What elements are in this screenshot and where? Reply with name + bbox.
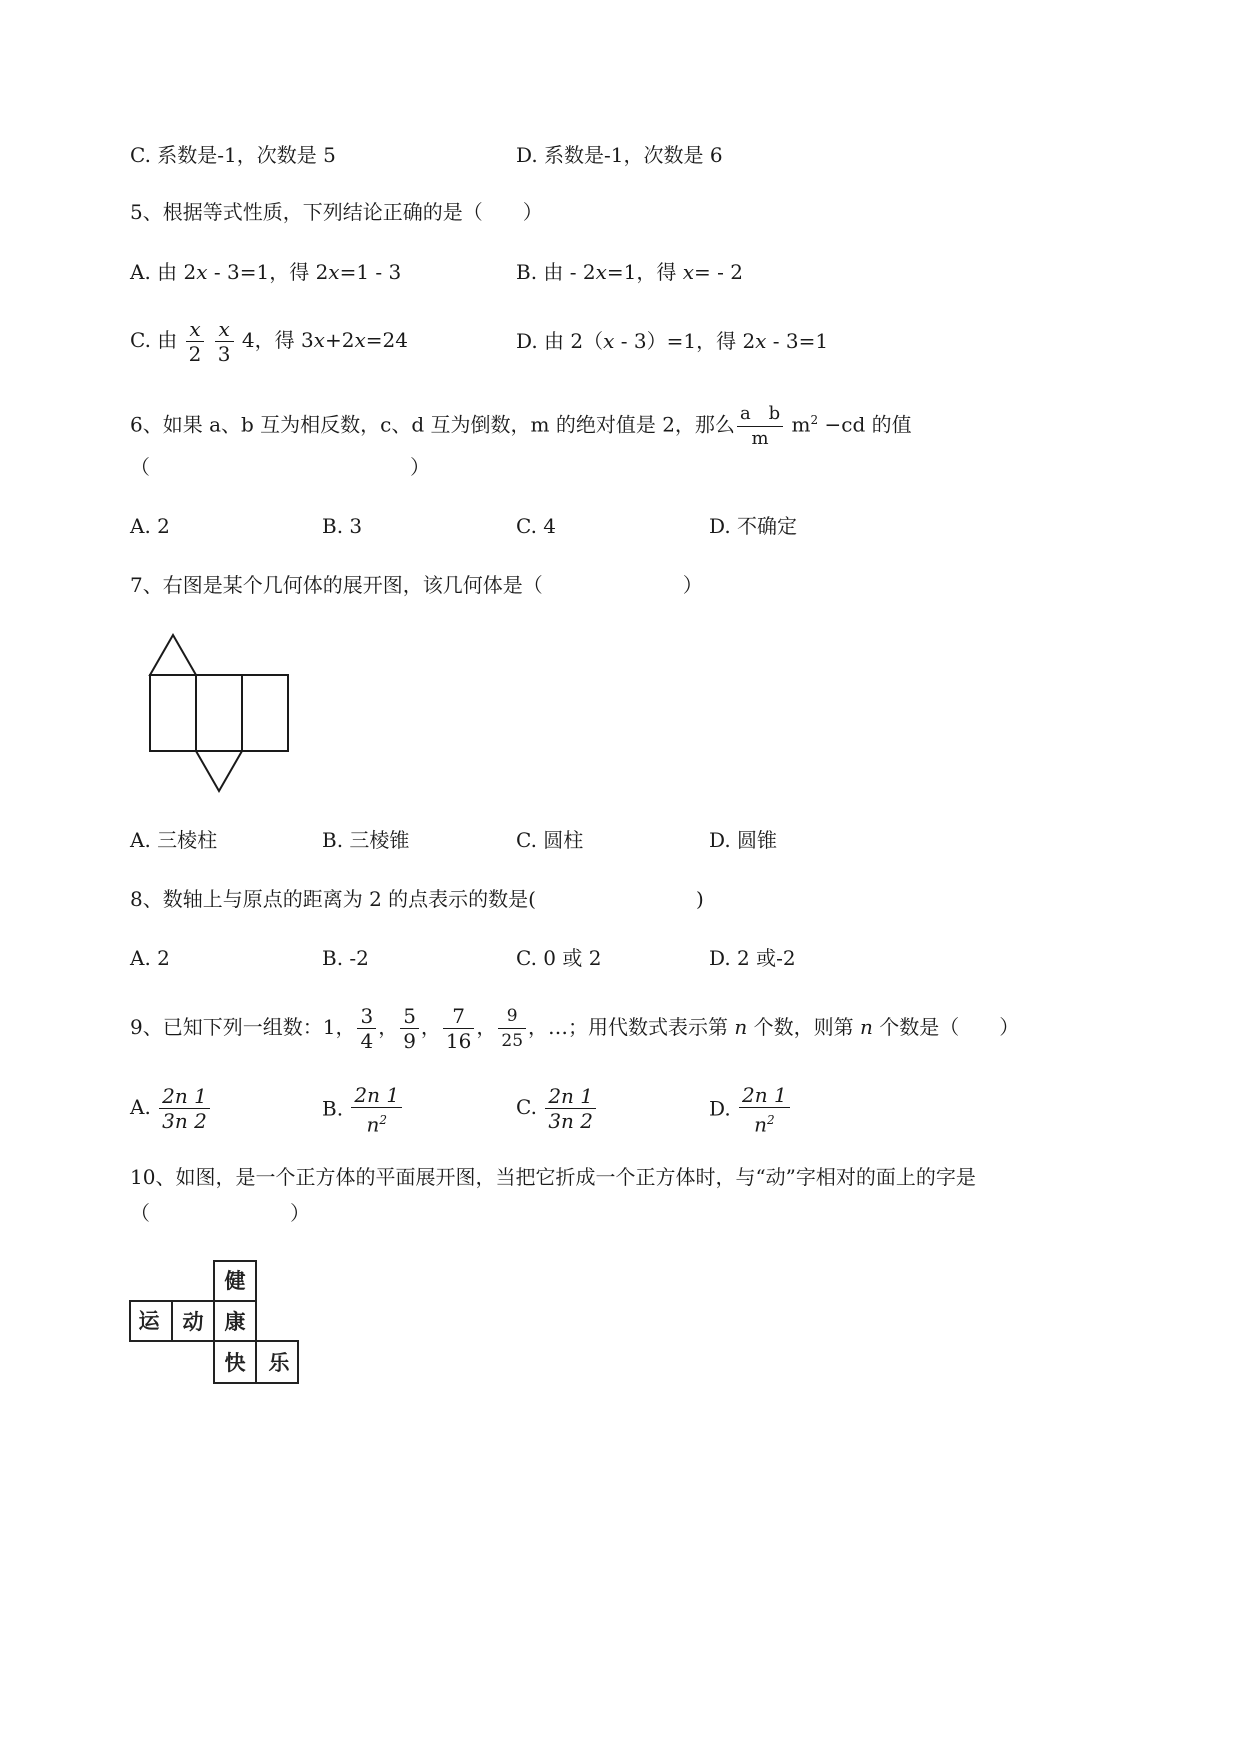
q6-paren: （ ）: [130, 455, 430, 479]
q8-option-d: D. 2 或-2: [709, 946, 796, 970]
q7-option-b: B. 三棱锥: [322, 828, 410, 852]
q6-option-b: B. 3: [322, 514, 363, 538]
fraction: $\frac{2n 1}{n^2}$: [351, 1083, 402, 1137]
q5-option-d: D. 由 2（x - 3）=1，得 2x - 3=1: [516, 329, 829, 353]
cube-face-label: 康: [224, 1310, 246, 1334]
fraction: $\frac{9}{25}$: [498, 1004, 526, 1053]
q6-option-a: A. 2: [130, 514, 170, 538]
q4-option-c: C. 系数是-1，次数是 5: [130, 143, 336, 167]
cube-face-label: 快: [224, 1351, 246, 1375]
cube-face-label: 运: [138, 1309, 160, 1333]
q8-stem: 8、数轴上与原点的距离为 2 的点表示的数是( ): [130, 887, 704, 911]
fraction: $\frac{5}{9}$: [400, 1004, 419, 1053]
fraction: $\frac{x}{2}$: [186, 317, 205, 366]
q8-option-c: C. 0 或 2: [516, 946, 602, 970]
q7-option-c: C. 圆柱: [516, 828, 584, 852]
fraction: $\frac{2n 1}{3n 2}$: [159, 1084, 210, 1133]
q10-paren: （ ）: [130, 1201, 310, 1225]
fraction: $\frac{x}{3}$: [215, 317, 234, 366]
fraction: $\frac{7}{16}$: [443, 1004, 474, 1053]
q9-stem: 9、已知下列一组数：1， $\frac{3}{4}$ ， $\frac{5}{9}$ ， $\frac{7}{16}$ ， $\frac{9}{25}$ ，…；用代数式表示第 n 个数，则第 n 个数是（ ）: [130, 1004, 1020, 1053]
cube-face-label: 动: [182, 1310, 204, 1334]
q7-option-a: A. 三棱柱: [130, 828, 218, 852]
fraction: $\frac{3}{4}$: [357, 1004, 376, 1053]
q7-stem: 7、右图是某个几何体的展开图，该几何体是（ ）: [130, 573, 703, 597]
cube-face-label: 健: [224, 1269, 246, 1293]
q6-option-d: D. 不确定: [709, 514, 798, 538]
fraction: $\frac{2n 1}{n^2}$: [739, 1083, 790, 1137]
q9-option-b: B. $\frac{2n 1}{n^2}$: [322, 1083, 404, 1137]
q8-option-b: B. -2: [322, 946, 369, 970]
q6-stem: 6、如果 a、b 互为相反数，c、d 互为倒数，m 的绝对值是 2，那么 $\frac{\text{a b}}{m}$ $m^2 -cd$ 的值: [130, 402, 912, 449]
q5-option-a: A. 由 2x - 3=1，得 2x=1 - 3: [130, 260, 402, 284]
q8-option-a: A. 2: [130, 946, 170, 970]
cube-face-label: 乐: [268, 1351, 290, 1375]
q6-option-c: C. 4: [516, 514, 557, 538]
q5-stem: 5、根据等式性质，下列结论正确的是（ ）: [130, 200, 543, 224]
fraction: $\frac{2n 1}{3n 2}$: [545, 1084, 596, 1133]
q7-option-d: D. 圆锥: [709, 828, 778, 852]
q9-option-d: D. $\frac{2n 1}{n^2}$: [709, 1083, 792, 1137]
q10-stem: 10、如图，是一个正方体的平面展开图，当把它折成一个正方体时，与“动”字相对的面上的字是: [130, 1165, 976, 1189]
q4-option-d: D. 系数是-1，次数是 6: [516, 143, 723, 167]
cube-net-figure: [128, 1258, 304, 1390]
fraction: $\frac{\text{a b}}{m}$: [737, 402, 783, 451]
q9-option-c: C. $\frac{2n 1}{3n 2}$: [516, 1083, 598, 1133]
q5-option-c: C. 由 $\frac{x}{2}$ $\frac{x}{3}$ 4，得 3x+2x=24: [130, 317, 408, 366]
q9-option-a: A. $\frac{2n 1}{3n 2}$: [130, 1083, 212, 1133]
prism-net-figure: [140, 630, 300, 800]
q5-option-b: B. 由 - 2x=1，得 x= - 2: [516, 260, 743, 284]
